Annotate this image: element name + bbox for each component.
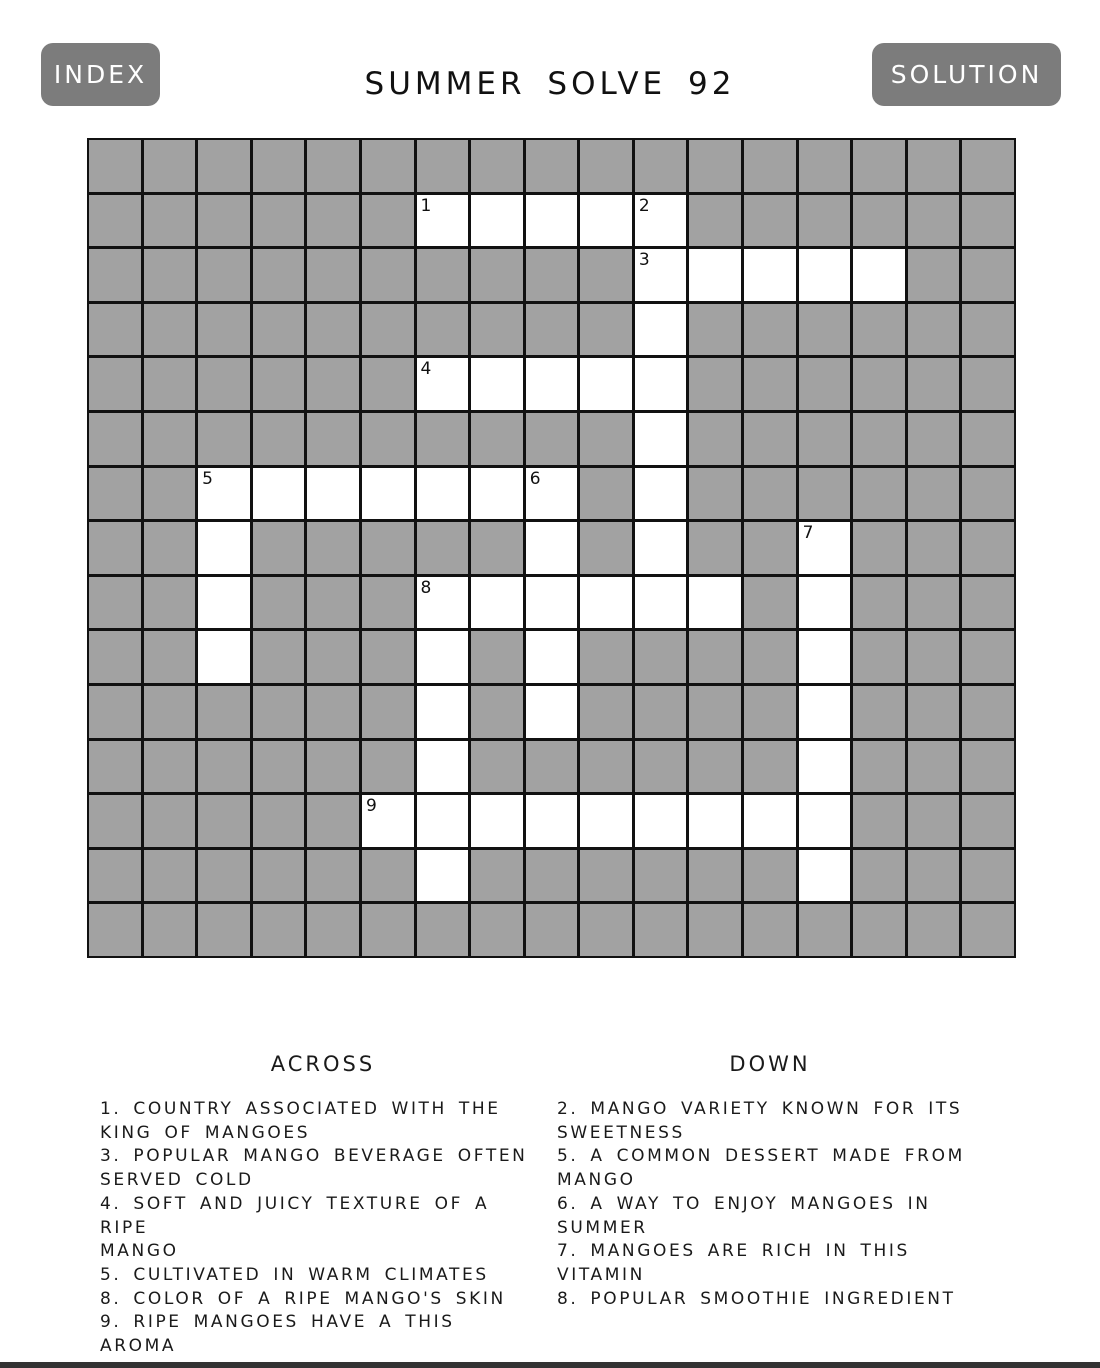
grid-cell-block	[198, 249, 250, 301]
grid-cell-block	[962, 358, 1014, 410]
solution-button[interactable]: SOLUTION	[872, 43, 1061, 106]
grid-cell-block	[580, 904, 632, 956]
grid-cell-block	[198, 140, 250, 192]
grid-cell-open[interactable]	[580, 195, 632, 247]
grid-cell-block	[89, 413, 141, 465]
grid-cell-open[interactable]	[799, 631, 851, 683]
grid-cell-block	[253, 741, 305, 793]
clue-number: 3	[638, 250, 650, 271]
grid-cell-open[interactable]	[689, 249, 741, 301]
grid-cell-block	[471, 741, 523, 793]
grid-cell-block	[962, 468, 1014, 520]
grid-cell-block	[307, 249, 359, 301]
grid-cell-block	[144, 468, 196, 520]
grid-cell-block	[89, 686, 141, 738]
grid-cell-block	[362, 741, 414, 793]
grid-cell-open[interactable]	[744, 249, 796, 301]
grid-cell-block	[198, 195, 250, 247]
grid-cell-block	[689, 304, 741, 356]
grid-cell-open[interactable]	[526, 195, 578, 247]
grid-cell-block	[744, 468, 796, 520]
down-clue-line: 2. MANGO VARIETY KNOWN FOR ITS	[557, 1099, 963, 1119]
grid-cell-block	[853, 140, 905, 192]
grid-cell-block	[799, 140, 851, 192]
grid-cell-block	[526, 304, 578, 356]
grid-cell-block	[198, 850, 250, 902]
grid-cell-block	[253, 413, 305, 465]
grid-cell-block	[417, 304, 469, 356]
grid-cell-open[interactable]	[580, 577, 632, 629]
grid-cell-block	[89, 522, 141, 574]
grid-cell-block	[144, 795, 196, 847]
grid-cell-open[interactable]	[635, 304, 687, 356]
grid-cell-block	[962, 522, 1014, 574]
grid-cell-open[interactable]	[526, 795, 578, 847]
grid-cell-block	[89, 577, 141, 629]
grid-cell-block	[307, 577, 359, 629]
grid-cell-block	[962, 686, 1014, 738]
grid-cell-block	[89, 358, 141, 410]
grid-cell-block	[417, 522, 469, 574]
grid-cell-block	[144, 741, 196, 793]
down-clue-line: 8. POPULAR SMOOTHIE INGREDIENT	[557, 1288, 956, 1309]
grid-cell-block	[744, 577, 796, 629]
grid-cell-block	[908, 468, 960, 520]
grid-cell-block	[635, 850, 687, 902]
grid-cell-block	[471, 249, 523, 301]
grid-cell-block	[417, 140, 469, 192]
grid-cell-block	[307, 795, 359, 847]
grid-cell-block	[362, 358, 414, 410]
grid-cell-open[interactable]	[580, 795, 632, 847]
grid-cell-block	[362, 413, 414, 465]
grid-cell-block	[253, 631, 305, 683]
grid-cell-open[interactable]	[417, 195, 469, 247]
grid-cell-block	[908, 850, 960, 902]
grid-cell-open[interactable]	[635, 522, 687, 574]
clue-number: 7	[802, 523, 814, 544]
grid-cell-block	[962, 577, 1014, 629]
across-clue-line: 9. RIPE MANGOES HAVE A THIS	[100, 1312, 455, 1333]
grid-cell-open[interactable]	[635, 468, 687, 520]
grid-cell-block	[908, 631, 960, 683]
grid-cell-block	[253, 522, 305, 574]
grid-cell-block	[144, 850, 196, 902]
grid-cell-block	[307, 522, 359, 574]
grid-cell-open[interactable]	[417, 795, 469, 847]
down-clue-line: VITAMIN	[557, 1264, 645, 1285]
grid-cell-block	[744, 904, 796, 956]
grid-cell-block	[198, 358, 250, 410]
grid-cell-block	[307, 195, 359, 247]
grid-cell-block	[853, 904, 905, 956]
grid-cell-block	[744, 631, 796, 683]
grid-cell-block	[362, 850, 414, 902]
clue-number: 6	[529, 468, 541, 489]
grid-cell-block	[526, 850, 578, 902]
grid-cell-block	[198, 741, 250, 793]
grid-cell-block	[144, 358, 196, 410]
grid-cell-open[interactable]	[635, 413, 687, 465]
grid-cell-block	[471, 686, 523, 738]
grid-cell-open[interactable]	[471, 358, 523, 410]
grid-cell-block	[689, 741, 741, 793]
grid-cell-open[interactable]	[362, 468, 414, 520]
grid-cell-block	[689, 195, 741, 247]
grid-cell-open[interactable]	[471, 468, 523, 520]
grid-cell-block	[417, 904, 469, 956]
grid-cell-open[interactable]	[853, 249, 905, 301]
grid-cell-open[interactable]	[362, 795, 414, 847]
grid-cell-block	[853, 850, 905, 902]
grid-cell-block	[908, 577, 960, 629]
grid-cell-block	[307, 413, 359, 465]
grid-cell-block	[962, 850, 1014, 902]
grid-cell-block	[362, 631, 414, 683]
grid-cell-block	[635, 904, 687, 956]
grid-cell-block	[744, 850, 796, 902]
grid-cell-block	[744, 304, 796, 356]
across-clue-line: KING OF MANGOES	[100, 1122, 311, 1143]
grid-cell-block	[89, 468, 141, 520]
grid-cell-block	[144, 522, 196, 574]
clue-number: 1	[420, 195, 432, 216]
grid-cell-block	[689, 686, 741, 738]
grid-cell-block	[799, 358, 851, 410]
grid-cell-block	[799, 904, 851, 956]
across-clue-line: 8. COLOR OF A RIPE MANGO'S SKIN	[100, 1288, 506, 1309]
grid-cell-block	[908, 522, 960, 574]
grid-cell-open[interactable]	[526, 468, 578, 520]
grid-cell-block	[962, 413, 1014, 465]
grid-cell-block	[853, 304, 905, 356]
grid-cell-block	[635, 741, 687, 793]
grid-cell-block	[253, 358, 305, 410]
grid-cell-block	[908, 140, 960, 192]
down-clue-line: SUMMER	[557, 1217, 648, 1238]
grid-cell-block	[89, 304, 141, 356]
grid-cell-block	[689, 522, 741, 574]
grid-cell-block	[471, 522, 523, 574]
grid-cell-open[interactable]	[635, 358, 687, 410]
grid-cell-block	[853, 741, 905, 793]
grid-cell-block	[198, 413, 250, 465]
grid-cell-block	[417, 413, 469, 465]
grid-cell-block	[853, 522, 905, 574]
across-clue-line: 3. POPULAR MANGO BEVERAGE OFTEN	[100, 1146, 528, 1167]
grid-cell-block	[580, 249, 632, 301]
grid-cell-open[interactable]	[799, 850, 851, 902]
grid-cell-block	[580, 741, 632, 793]
grid-cell-block	[962, 631, 1014, 683]
grid-cell-block	[253, 686, 305, 738]
grid-cell-block	[580, 631, 632, 683]
grid-cell-block	[89, 195, 141, 247]
across-clue-line: SERVED COLD	[100, 1170, 254, 1191]
grid-cell-open[interactable]	[689, 577, 741, 629]
grid-cell-open[interactable]	[526, 686, 578, 738]
grid-cell-block	[962, 904, 1014, 956]
grid-cell-block	[744, 358, 796, 410]
grid-cell-block	[580, 522, 632, 574]
grid-cell-block	[799, 413, 851, 465]
grid-cell-open[interactable]	[417, 577, 469, 629]
grid-cell-block	[962, 195, 1014, 247]
grid-cell-open[interactable]	[635, 795, 687, 847]
grid-cell-block	[307, 686, 359, 738]
page-title: SUMMER SOLVE 92	[364, 66, 736, 102]
across-clue-line: AROMA	[100, 1336, 177, 1357]
grid-cell-block	[689, 468, 741, 520]
grid-cell-block	[362, 577, 414, 629]
grid-cell-block	[471, 631, 523, 683]
grid-cell-block	[198, 304, 250, 356]
grid-cell-block	[307, 140, 359, 192]
clue-number: 2	[638, 195, 650, 216]
grid-cell-block	[744, 686, 796, 738]
grid-cell-block	[471, 904, 523, 956]
grid-cell-block	[908, 195, 960, 247]
grid-cell-open[interactable]	[580, 358, 632, 410]
down-clue-line: SWEETNESS	[557, 1122, 685, 1143]
grid-cell-open[interactable]	[799, 249, 851, 301]
grid-cell-block	[689, 358, 741, 410]
grid-cell-block	[144, 140, 196, 192]
down-clue-line: 5. A COMMON DESSERT MADE FROM	[557, 1146, 965, 1167]
grid-cell-block	[689, 140, 741, 192]
grid-cell-block	[744, 195, 796, 247]
grid-cell-block	[526, 413, 578, 465]
grid-cell-block	[471, 140, 523, 192]
grid-cell-block	[144, 686, 196, 738]
grid-cell-block	[908, 358, 960, 410]
grid-cell-block	[362, 904, 414, 956]
grid-cell-block	[799, 468, 851, 520]
grid-cell-block	[908, 249, 960, 301]
grid-cell-block	[908, 304, 960, 356]
grid-cell-block	[526, 741, 578, 793]
grid-cell-block	[307, 358, 359, 410]
grid-cell-block	[362, 522, 414, 574]
grid-cell-block	[307, 741, 359, 793]
grid-cell-open[interactable]	[198, 577, 250, 629]
grid-cell-block	[89, 631, 141, 683]
clue-number: 8	[420, 577, 432, 598]
grid-cell-open[interactable]	[526, 522, 578, 574]
grid-cell-open[interactable]	[799, 577, 851, 629]
grid-cell-block	[799, 195, 851, 247]
grid-cell-open[interactable]	[471, 195, 523, 247]
across-clue-line: 5. CULTIVATED IN WARM CLIMATES	[100, 1264, 489, 1285]
grid-cell-block	[89, 795, 141, 847]
grid-cell-block	[580, 686, 632, 738]
grid-cell-block	[580, 304, 632, 356]
clue-number: 9	[365, 796, 377, 817]
grid-cell-block	[962, 795, 1014, 847]
grid-cell-block	[580, 413, 632, 465]
grid-cell-block	[853, 686, 905, 738]
grid-cell-block	[144, 577, 196, 629]
down-clue-line: 7. MANGOES ARE RICH IN THIS	[557, 1241, 910, 1262]
grid-cell-block	[198, 795, 250, 847]
grid-cell-block	[962, 140, 1014, 192]
grid-cell-block	[253, 850, 305, 902]
grid-cell-block	[144, 413, 196, 465]
grid-cell-block	[689, 850, 741, 902]
grid-cell-open[interactable]	[198, 631, 250, 683]
grid-cell-block	[417, 249, 469, 301]
grid-cell-block	[744, 140, 796, 192]
grid-cell-block	[89, 850, 141, 902]
grid-cell-open[interactable]	[307, 468, 359, 520]
grid-cell-open[interactable]	[635, 195, 687, 247]
grid-cell-open[interactable]	[635, 577, 687, 629]
grid-cell-block	[908, 413, 960, 465]
grid-cell-open[interactable]	[799, 741, 851, 793]
down-heading: DOWN	[729, 1052, 811, 1076]
down-clue-line: MANGO	[557, 1170, 636, 1191]
grid-cell-block	[689, 904, 741, 956]
grid-cell-block	[362, 304, 414, 356]
grid-cell-block	[471, 304, 523, 356]
grid-cell-open[interactable]	[417, 850, 469, 902]
grid-cell-block	[908, 686, 960, 738]
grid-cell-open[interactable]	[417, 468, 469, 520]
grid-cell-block	[744, 413, 796, 465]
grid-cell-block	[962, 741, 1014, 793]
grid-cell-open[interactable]	[417, 741, 469, 793]
across-clue-line: MANGO	[100, 1241, 179, 1262]
grid-cell-block	[635, 140, 687, 192]
grid-cell-block	[853, 358, 905, 410]
crossword-grid	[87, 138, 1016, 958]
grid-cell-block	[744, 741, 796, 793]
grid-cell-block	[307, 850, 359, 902]
grid-cell-open[interactable]	[198, 468, 250, 520]
grid-cell-block	[799, 304, 851, 356]
grid-cell-block	[89, 741, 141, 793]
grid-cell-open[interactable]	[417, 358, 469, 410]
grid-cell-open[interactable]	[417, 686, 469, 738]
grid-cell-open[interactable]	[526, 631, 578, 683]
grid-cell-block	[198, 686, 250, 738]
grid-cell-block	[253, 904, 305, 956]
grid-cell-block	[744, 522, 796, 574]
grid-cell-block	[853, 195, 905, 247]
grid-cell-block	[144, 631, 196, 683]
grid-cell-open[interactable]	[689, 795, 741, 847]
grid-cell-open[interactable]	[635, 249, 687, 301]
grid-cell-open[interactable]	[198, 522, 250, 574]
grid-cell-block	[526, 904, 578, 956]
grid-cell-block	[853, 631, 905, 683]
across-clue-list	[100, 1098, 540, 1359]
grid-cell-block	[689, 413, 741, 465]
grid-cell-block	[253, 795, 305, 847]
grid-cell-block	[253, 304, 305, 356]
grid-cell-block	[144, 195, 196, 247]
grid-cell-open[interactable]	[526, 577, 578, 629]
grid-cell-block	[362, 249, 414, 301]
grid-cell-block	[362, 195, 414, 247]
grid-cell-open[interactable]	[526, 358, 578, 410]
grid-cell-block	[580, 850, 632, 902]
grid-cell-block	[89, 904, 141, 956]
grid-cell-block	[362, 686, 414, 738]
across-heading: ACROSS	[270, 1052, 376, 1076]
grid-cell-block	[89, 140, 141, 192]
grid-cell-block	[853, 413, 905, 465]
grid-cell-block	[144, 304, 196, 356]
grid-cell-block	[580, 468, 632, 520]
grid-cell-open[interactable]	[799, 795, 851, 847]
grid-cell-block	[144, 249, 196, 301]
grid-cell-open[interactable]	[417, 631, 469, 683]
grid-cell-block	[689, 631, 741, 683]
grid-cell-block	[253, 195, 305, 247]
grid-cell-block	[853, 795, 905, 847]
grid-cell-block	[144, 904, 196, 956]
down-clue-line: 6. A WAY TO ENJOY MANGOES IN	[557, 1193, 931, 1214]
grid-cell-block	[526, 140, 578, 192]
grid-cell-block	[853, 577, 905, 629]
clue-number: 4	[420, 359, 432, 380]
grid-cell-block	[253, 140, 305, 192]
across-clue-line: 1. COUNTRY ASSOCIATED WITH THE	[100, 1099, 501, 1119]
grid-cell-block	[307, 904, 359, 956]
grid-cell-block	[471, 850, 523, 902]
index-button[interactable]: INDEX	[41, 43, 160, 106]
grid-cell-block	[908, 795, 960, 847]
grid-cell-block	[853, 468, 905, 520]
grid-cell-block	[253, 249, 305, 301]
grid-cell-open[interactable]	[799, 522, 851, 574]
grid-cell-block	[471, 413, 523, 465]
grid-cell-block	[198, 904, 250, 956]
down-clue-list	[557, 1098, 977, 1311]
grid-cell-block	[908, 904, 960, 956]
grid-cell-block	[635, 686, 687, 738]
grid-cell-block	[253, 577, 305, 629]
bottom-divider	[0, 1362, 1100, 1368]
grid-cell-block	[580, 140, 632, 192]
grid-cell-open[interactable]	[799, 686, 851, 738]
grid-cell-block	[89, 249, 141, 301]
grid-cell-block	[962, 304, 1014, 356]
grid-cell-block	[635, 631, 687, 683]
grid-cell-block	[908, 741, 960, 793]
grid-cell-block	[307, 304, 359, 356]
grid-cell-open[interactable]	[471, 577, 523, 629]
grid-cell-open[interactable]	[253, 468, 305, 520]
clue-number: 5	[202, 468, 213, 489]
across-clue-line: 4. SOFT AND JUICY TEXTURE OF A RIPE	[100, 1193, 490, 1238]
grid-cell-block	[307, 631, 359, 683]
grid-cell-open[interactable]	[744, 795, 796, 847]
grid-cell-block	[526, 249, 578, 301]
grid-cell-open[interactable]	[471, 795, 523, 847]
grid-cell-block	[962, 249, 1014, 301]
grid-cell-block	[362, 140, 414, 192]
